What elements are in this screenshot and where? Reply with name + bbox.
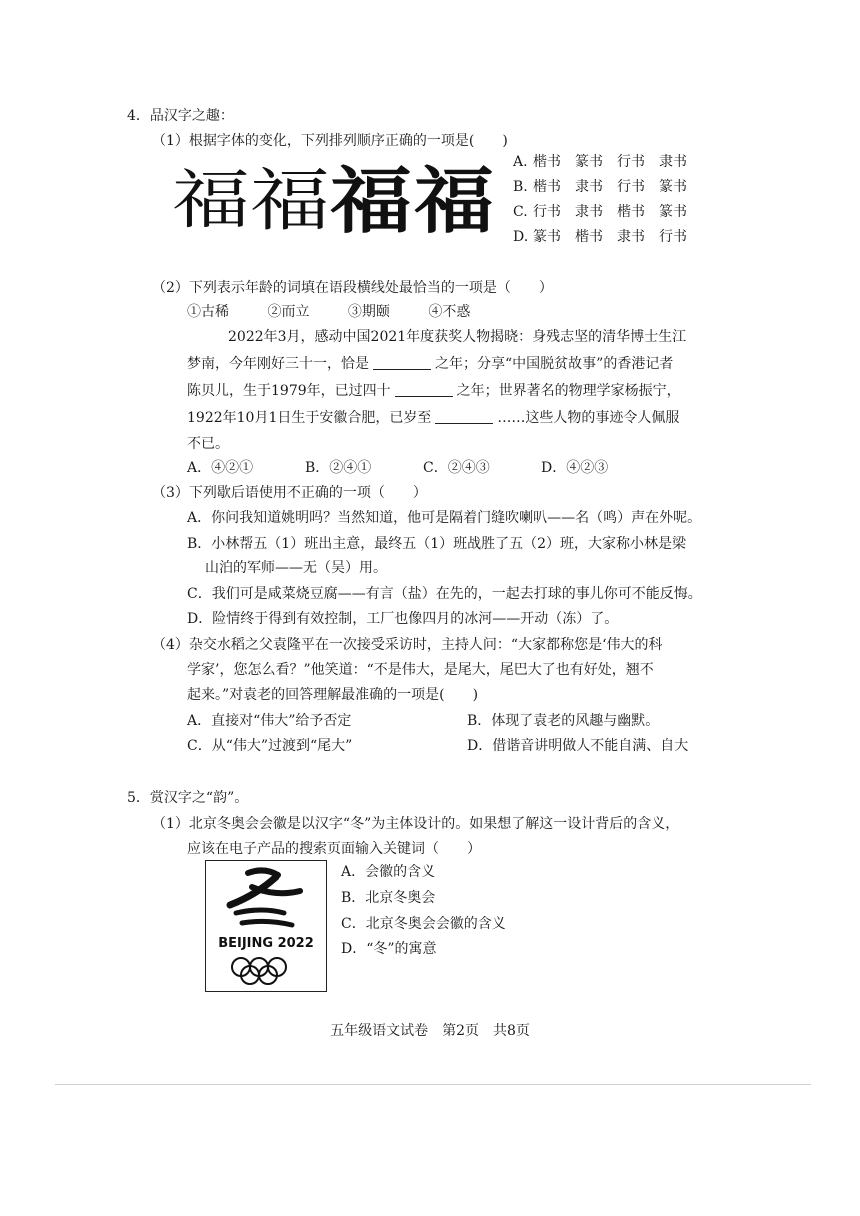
q4-p3-option-b2: 山泊的军师——无（吴）用。: [205, 560, 387, 576]
option-item: 隶书: [575, 204, 603, 220]
q5-p1-option-a: A．会徽的含义: [341, 864, 436, 880]
option-item: 隶书: [617, 229, 645, 245]
q4-p1-option-row: [513, 150, 701, 175]
option-item: 楷书: [617, 204, 645, 220]
emblem-text: BEIJING 2022: [218, 936, 314, 951]
emblem-graphic: [206, 861, 326, 991]
q4-p4-stem-line1: （4）杂交水稻之父袁隆平在一次接受采访时，主持人问：“大家都称您是‘伟大的科: [152, 637, 663, 653]
option-item: 楷书: [533, 154, 561, 170]
word-3: ③期颐: [347, 304, 390, 320]
option-label: D.: [513, 229, 529, 245]
option-label: B.: [513, 179, 528, 195]
q4-p2-para-line4: 1922年10月1日生于安徽合肥，已岁至 ……这些人物的事迹令人佩服: [187, 410, 680, 426]
q4-p1-stem: （1）根据字体的变化，下列排列顺序正确的一项是( ): [152, 133, 508, 149]
calligraphy-fu-image: [172, 160, 497, 238]
page-footer: 五年级语文试卷 第2页 共8页: [330, 1023, 530, 1039]
q4-p2-choices: A．④②① B．②④① C．②④③ D．④②③: [187, 460, 609, 476]
fu-char-1: 福: [172, 164, 250, 238]
option-item: 篆书: [533, 229, 561, 245]
q4-p3-option-a: A．你问我知道姚明吗？当然知道，他可是隔着门缝吹喇叭——名（鸣）声在外呢。: [187, 510, 702, 526]
option-label: A.: [513, 154, 528, 170]
blank-2: [395, 382, 453, 397]
option-item: 篆书: [575, 154, 603, 170]
q4-p3-option-c: C．我们可是咸菜烧豆腐——有言（盐）在先的，一起去打球的事儿你可不能反悔。: [187, 586, 702, 602]
option-item: 楷书: [533, 179, 561, 195]
blank-3: [435, 409, 493, 424]
q5-p1-stem-line1: （1）北京冬奥会会徽是以汉字“冬”为主体设计的。如果想了解这一设计背后的含义，: [152, 816, 680, 832]
q4-p4-option-b: B．体现了袁老的风趣与幽默。: [467, 713, 660, 729]
q5-heading: 5．赏汉字之“韵”。: [127, 790, 249, 806]
option-item: 行书: [617, 154, 645, 170]
fu-char-2: 福: [250, 162, 330, 238]
option-item: 行书: [659, 229, 687, 245]
q4-p2-para-line3: 陈贝儿，生于1979年，已过四十 之年；世界著名的物理学家杨振宁，: [187, 383, 681, 399]
option-item: 篆书: [659, 179, 687, 195]
q5-p1-option-d: D．“冬”的寓意: [341, 941, 437, 957]
blank-1: [373, 355, 431, 370]
q4-p3-option-b1: B．小林帮五（1）班出主意，最终五（1）班战胜了五（2）班，大家称小林是梁: [187, 536, 687, 552]
q4-p2-para-line2: 梦南，今年刚好三十一，恰是 之年；分享“中国脱贫故事”的香港记者: [187, 356, 674, 372]
option-item: 篆书: [659, 204, 687, 220]
q4-p3-option-d: D．险情终于得到有效控制，工厂也像四月的冰河——开动（冻）了。: [187, 611, 619, 627]
word-2: ②而立: [267, 304, 310, 320]
fu-char-4: 福: [414, 160, 494, 238]
q4-p4-stem-line2: 学家’，您怎么看？”他笑道：“不是伟大，是尾大，尾巴大了也有好处，翘不: [187, 662, 654, 678]
page-divider: [55, 1084, 811, 1085]
q4-p1-option-row: [513, 175, 701, 200]
q4-p2-words: [187, 302, 470, 322]
option-label: C.: [513, 204, 528, 220]
word-4: ④不惑: [428, 304, 471, 320]
word-1: ①古稀: [187, 304, 229, 320]
q4-p4-option-c: C．从“伟大”过渡到“尾大”: [187, 738, 353, 754]
option-item: 行书: [617, 179, 645, 195]
q4-p4-stem-line3: 起来。”对袁老的回答理解最准确的一项是( ): [187, 687, 479, 703]
option-item: 隶书: [575, 179, 603, 195]
option-item: 楷书: [575, 229, 603, 245]
q4-p3-stem: （3）下列歇后语使用不正确的一项（ ）: [152, 485, 427, 501]
q4-p1-option-row: [513, 225, 701, 250]
q5-p1-option-c: C．北京冬奥会会徽的含义: [341, 916, 506, 932]
q4-p1-options: [513, 150, 701, 250]
q4-heading: 4．品汉字之趣：: [127, 108, 234, 124]
q4-p2-para-line1: 2022年3月，感动中国2021年度获奖人物揭晓：身残志坚的清华博士生江: [228, 329, 687, 345]
q4-p2-stem: （2）下列表示年龄的词填在语段横线处最恰当的一项是（ ）: [152, 280, 553, 296]
q5-p1-option-b: B．北京冬奥会: [341, 890, 436, 906]
option-item: 隶书: [659, 154, 687, 170]
q5-p1-stem-line2: 应该在电子产品的搜索页面输入关键词（ ）: [187, 841, 481, 857]
q4-p4-option-a: A．直接对“伟大”给予否定: [187, 713, 352, 729]
q4-p2-para-line5: 不已。: [187, 436, 229, 452]
q4-p1-option-row: [513, 200, 701, 225]
beijing-2022-emblem: [205, 860, 327, 992]
option-item: 行书: [533, 204, 561, 220]
q4-p4-option-d: D．借谐音讲明做人不能自满、自大: [467, 738, 689, 754]
fu-char-3: 福: [330, 160, 412, 238]
